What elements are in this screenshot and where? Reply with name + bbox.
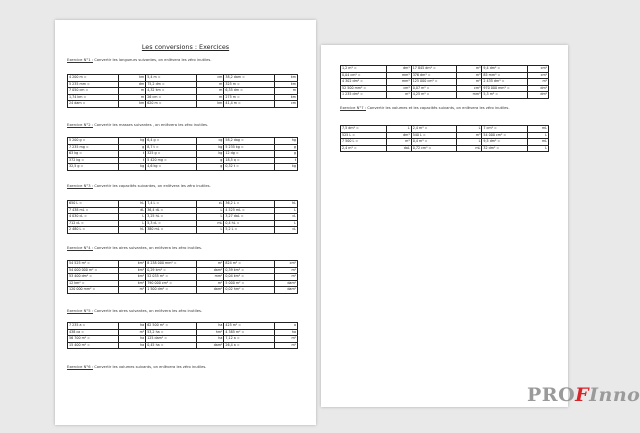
quantity-cell: 15 400 m² = [68, 342, 119, 349]
quantity-cell: 6,35 dm = [224, 88, 275, 95]
unit-cell: m² [118, 287, 146, 294]
unit-cell: m [274, 88, 297, 95]
unit-cell: mL [457, 145, 482, 152]
table-row [68, 207, 298, 214]
unit-cell: dm [118, 81, 146, 88]
table-row [68, 336, 298, 343]
unit-cell: m² [274, 342, 297, 349]
quantity-cell: 2,4 m³ = [411, 126, 457, 133]
quantity-cell: 56 700 m² = [68, 336, 119, 343]
quantity-cell: 26 cm = [146, 94, 197, 101]
exercise-heading [67, 246, 306, 250]
quantity-cell: 120 000 mm² = [68, 287, 119, 294]
brand-logo-prefix: PRO [527, 384, 576, 406]
conversion-table [67, 137, 298, 171]
unit-cell: m² [118, 329, 146, 336]
table-row [68, 164, 298, 171]
quantity-cell: 8,7 t = [146, 144, 197, 151]
quantity-cell: 325 m = [224, 81, 275, 88]
quantity-cell: 7,5 dm³ = [341, 126, 387, 133]
worksheet-page-right [321, 45, 568, 407]
unit-cell: mL [528, 139, 549, 146]
quantity-cell: 5,2 L = [224, 227, 275, 234]
exercise-instruction: Convertir les longueurs suivantes, on enlèvera les zéro inutiles. [94, 58, 212, 62]
exercise-heading [67, 58, 306, 62]
quantity-cell: 824 m² = [224, 261, 275, 268]
quantity-cell: 38,2 dam = [224, 75, 275, 82]
quantity-cell: 54 000 000 m² = [68, 267, 119, 274]
quantity-cell: 5 200 g = [68, 138, 119, 145]
unit-cell: km [196, 101, 224, 108]
unit-cell: ha [118, 342, 146, 349]
unit-cell: m³ [386, 92, 411, 99]
unit-cell: cL [274, 214, 297, 221]
unit-cell: dm³ [528, 85, 549, 92]
quantity-cell: 63 kg = [68, 151, 119, 158]
table-row [341, 139, 549, 146]
unit-cell: m² [196, 261, 224, 268]
quantity-cell: 5,3 m³ = [482, 92, 528, 99]
quantity-cell: 62 500 m² = [146, 323, 197, 330]
conversion-table [340, 65, 549, 99]
unit-cell: m² [274, 336, 297, 343]
quantity-cell: 0,45 ha = [146, 342, 197, 349]
quantity-cell: 32,5 g = [68, 164, 119, 171]
unit-cell: a [274, 323, 297, 330]
quantity-cell: 17 845 dm³ = [411, 66, 457, 73]
table-row [68, 144, 298, 151]
quantity-cell: 85 mm³ = [482, 72, 528, 79]
quantity-cell: 5 235 mm = [68, 81, 119, 88]
quantity-cell: 0,4 m³ = [411, 139, 457, 146]
exercise-heading [340, 106, 550, 110]
quantity-cell: 620 m = [146, 101, 197, 108]
unit-cell: hm² [196, 329, 224, 336]
unit-cell: ha [118, 323, 146, 330]
quantity-cell: 438 ca = [68, 329, 119, 336]
unit-cell: km [274, 81, 297, 88]
unit-cell: hL [118, 201, 146, 208]
quantity-cell: 0,32 t = [224, 164, 275, 171]
table-row [68, 287, 298, 294]
unit-cell: g [274, 144, 297, 151]
exercise-label: Exercice N°5 : [67, 309, 93, 313]
quantity-cell: 325 g = [146, 151, 197, 158]
unit-cell: g [118, 144, 146, 151]
quantity-cell: 54 000 cm³ = [482, 132, 528, 139]
unit-cell: cm³ [528, 66, 549, 73]
unit-cell: m [118, 88, 146, 95]
table-row [68, 214, 298, 221]
table-row [68, 280, 298, 287]
unit-cell: cm² [274, 261, 297, 268]
quantity-cell: 6,4 g = [146, 138, 197, 145]
table-row [341, 145, 549, 152]
quantity-cell: 7 050 cm = [68, 88, 119, 95]
brand-logo [527, 384, 640, 414]
unit-cell: t [118, 151, 146, 158]
unit-cell: mm² [196, 274, 224, 281]
unit-cell: dm³ [386, 66, 411, 73]
unit-cell: mm³ [457, 92, 482, 99]
quantity-cell: 9,5 dm³ = [482, 139, 528, 146]
quantity-cell: 52 035 m² = [146, 274, 197, 281]
unit-cell: km² [118, 267, 146, 274]
unit-cell: m² [196, 280, 224, 287]
quantity-cell: 4 385 m² = [224, 329, 275, 336]
quantity-cell: 0,04 km² = [224, 274, 275, 281]
table-row [341, 92, 549, 99]
conversion-table [67, 260, 298, 294]
quantity-cell: 75,2 dm = [146, 81, 197, 88]
unit-cell: ha [118, 336, 146, 343]
quantity-cell: 9,4 dm³ = [482, 66, 528, 73]
exercise-label: Exercice N°6 : [67, 365, 93, 369]
brand-logo-suffix: Inno [589, 384, 640, 406]
quantity-cell: 525 L = [341, 132, 387, 139]
exercise-heading [67, 184, 306, 188]
exercise-label: Exercice N°3 : [67, 184, 93, 188]
unit-cell: cm [274, 101, 297, 108]
unit-cell: g [196, 157, 224, 164]
quantity-cell: 790 000 cm² = [146, 280, 197, 287]
exercise-heading [67, 123, 306, 127]
unit-cell: L [118, 214, 146, 221]
unit-cell: m² [274, 267, 297, 274]
unit-cell: km [118, 75, 146, 82]
quantity-cell: 4,6 kg = [146, 164, 197, 171]
table-row [341, 132, 549, 139]
unit-cell: mm³ [386, 72, 411, 79]
quantity-cell: 41,4 m = [224, 101, 275, 108]
quantity-cell: 1,74 km = [68, 94, 119, 101]
quantity-cell: 7 235 mg = [68, 144, 119, 151]
quantity-cell: 4 030 cL = [68, 214, 119, 221]
unit-cell: dm³ [386, 132, 411, 139]
quantity-cell: 7 500 L = [341, 139, 387, 146]
conversion-table [67, 322, 298, 349]
quantity-cell: 0,02 hm² = [224, 287, 275, 294]
quantity-cell: 372 kg = [68, 157, 119, 164]
unit-cell: L [196, 207, 224, 214]
table-row [68, 201, 298, 208]
unit-cell: cL [196, 201, 224, 208]
unit-cell: m [118, 94, 146, 101]
worksheet-page-left [55, 20, 316, 425]
unit-cell: L [386, 126, 411, 133]
unit-cell: mL [528, 126, 549, 133]
quantity-cell: 12 dg = [224, 151, 275, 158]
unit-cell: m [196, 88, 224, 95]
quantity-cell: 970 000 mm³ = [482, 85, 528, 92]
unit-cell: cg [196, 138, 224, 145]
unit-cell: kg [274, 164, 297, 171]
unit-cell: m [196, 81, 224, 88]
unit-cell: dm³ [528, 92, 549, 99]
quantity-cell: 0,04 cm³ = [341, 72, 387, 79]
exercise-instruction: Convertir les capacités suivantes, on enlèvera les zéro inutiles. [94, 184, 211, 188]
unit-cell: dam² [196, 267, 224, 274]
unit-cell: L [528, 132, 549, 139]
unit-cell: m³ [457, 72, 482, 79]
unit-cell: L [274, 207, 297, 214]
quantity-cell: 53 400 dm² = [68, 274, 119, 281]
table-row [68, 101, 298, 108]
conversion-table [340, 125, 549, 152]
unit-cell: cL [274, 227, 297, 234]
quantity-cell: 4 302 dm³ = [341, 79, 387, 86]
quantity-cell: 54 525 m² = [68, 261, 119, 268]
table-row [341, 85, 549, 92]
exercise-label: Exercice N°4 : [67, 246, 93, 250]
exercise-instruction: Convertir les volumes suivants, on enlèvera les zéro inutiles. [94, 365, 207, 369]
quantity-cell: 425 m² = [224, 323, 275, 330]
quantity-cell: 3,25 hL = [146, 214, 197, 221]
unit-cell: m³ [457, 132, 482, 139]
exercise-instruction: Convertir les masses suivantes , on enlèvera les zéro inutiles. [94, 123, 209, 127]
unit-cell: cm³ [386, 85, 411, 92]
quantity-cell: 0,72 cm³ = [411, 145, 457, 152]
table-row [68, 138, 298, 145]
unit-cell: hg [274, 138, 297, 145]
unit-cell: daL [386, 145, 411, 152]
quantity-cell: 1 235 dm³ = [341, 92, 387, 99]
unit-cell: dam² [196, 342, 224, 349]
quantity-cell: 53,2 ha = [146, 329, 197, 336]
unit-cell: mm³ [386, 79, 411, 86]
table-row [68, 88, 298, 95]
page-title: Les conversions : Exercices [141, 43, 230, 51]
unit-cell: dam² [196, 287, 224, 294]
unit-cell: L [196, 227, 224, 234]
exercise-label: Exercice N°1 : [67, 58, 93, 62]
unit-cell: L [196, 214, 224, 221]
quantity-cell: 24 dam = [68, 101, 119, 108]
quantity-cell: 36,4 dL = [146, 207, 197, 214]
unit-cell: m [196, 94, 224, 101]
unit-cell: dam² [274, 287, 297, 294]
table-row [68, 274, 298, 281]
unit-cell: km² [118, 261, 146, 268]
unit-cell: km [274, 94, 297, 101]
quantity-cell: 5 235 kg = [224, 144, 275, 151]
unit-cell: kg [196, 151, 224, 158]
unit-cell: cm³ [457, 85, 482, 92]
quantity-cell: 0,39 km² = [224, 267, 275, 274]
quantity-cell: 7 235 a = [68, 323, 119, 330]
quantity-cell: 18,5 q = [224, 157, 275, 164]
conversion-table [67, 74, 298, 108]
unit-cell: g [274, 151, 297, 158]
table-row [68, 94, 298, 101]
unit-cell: L [457, 139, 482, 146]
quantity-cell: 7 cm³ = [482, 126, 528, 133]
unit-cell: mL [196, 220, 224, 227]
quantity-cell: 540 L = [411, 132, 457, 139]
table-row [341, 72, 549, 79]
unit-cell: L [528, 145, 549, 152]
table-row [68, 75, 298, 82]
quantity-cell: 2,4 m³ = [341, 145, 387, 152]
unit-cell: cm³ [528, 72, 549, 79]
quantity-cell: 7,4 L = [146, 201, 197, 208]
table-row [68, 151, 298, 158]
quantity-cell: 58,2 dag = [224, 138, 275, 145]
unit-cell: ha [196, 323, 224, 330]
quantity-cell: 1 500 dm² = [146, 287, 197, 294]
table-row [68, 157, 298, 164]
table-row [68, 267, 298, 274]
unit-cell: hL [274, 201, 297, 208]
table-row [341, 126, 549, 133]
quantity-cell: 2 480 L = [68, 227, 119, 234]
unit-cell: cm [196, 75, 224, 82]
table-row [68, 81, 298, 88]
conversion-table [67, 200, 298, 234]
quantity-cell: 712 cL = [68, 220, 119, 227]
unit-cell: m³ [528, 79, 549, 86]
exercise-heading [67, 309, 306, 313]
quantity-cell: 4,32 km = [146, 88, 197, 95]
table-row [68, 329, 298, 336]
exercise-label: Exercice N°7 : [340, 106, 366, 110]
unit-cell: kg [118, 138, 146, 145]
quantity-cell: 376 dm³ = [411, 72, 457, 79]
quantity-cell: 650 L = [68, 201, 119, 208]
unit-cell: t [118, 157, 146, 164]
table-row [341, 79, 549, 86]
unit-cell: dam² [274, 280, 297, 287]
quantity-cell: 3,27 daL = [224, 214, 275, 221]
unit-cell: m³ [457, 79, 482, 86]
quantity-cell: 5 000 m² = [224, 280, 275, 287]
table-row [341, 66, 549, 73]
brand-logo-f: F [575, 384, 590, 406]
quantity-cell: 1,2 m³ = [341, 66, 387, 73]
quantity-cell: 4,25 m³ = [411, 92, 457, 99]
unit-cell: m² [274, 274, 297, 281]
exercise-instruction: Convertir les volumes et les capacités suivants, on enlèvera les zéro inutiles. [367, 106, 510, 110]
unit-cell: L [457, 126, 482, 133]
quantity-cell: 12 km² = [68, 280, 119, 287]
quantity-cell: 8 238 000 mm² = [146, 261, 197, 268]
unit-cell: L [118, 220, 146, 227]
unit-cell: dL [118, 207, 146, 214]
unit-cell: km² [118, 274, 146, 281]
unit-cell: t [274, 157, 297, 164]
table-row [68, 342, 298, 349]
quantity-cell: 125 dam² = [146, 336, 197, 343]
quantity-cell: 32 dm³ = [482, 145, 528, 152]
quantity-cell: 36,2 L = [224, 201, 275, 208]
unit-cell: g [196, 164, 224, 171]
unit-cell: L [274, 220, 297, 227]
quantity-cell: 125 000 cm³ = [411, 79, 457, 86]
quantity-cell: 52 500 mm³ = [341, 85, 387, 92]
quantity-cell: 0,29 km² = [146, 267, 197, 274]
quantity-cell: 4 200 m = [68, 75, 119, 82]
unit-cell: km² [118, 280, 146, 287]
exercise-instruction: Convertir les aires suivantes, on enlèvera les zéro inutiles. [94, 246, 203, 250]
table-row [68, 323, 298, 330]
unit-cell: kg [118, 164, 146, 171]
table-row [68, 220, 298, 227]
unit-cell: km [118, 101, 146, 108]
unit-cell: m³ [386, 139, 411, 146]
quantity-cell: 275 m = [224, 94, 275, 101]
quantity-cell: 0,4 hL = [224, 220, 275, 227]
unit-cell: kg [196, 144, 224, 151]
quantity-cell: 2 435 dm³ = [482, 79, 528, 86]
table-row [68, 261, 298, 268]
unit-cell: hL [118, 227, 146, 234]
quantity-cell: 7 438 mL = [68, 207, 119, 214]
quantity-cell: 5,4 m = [146, 75, 197, 82]
unit-cell: ha [196, 336, 224, 343]
quantity-cell: 5 420 mg = [146, 157, 197, 164]
unit-cell: ha [274, 329, 297, 336]
quantity-cell: 380 mL = [146, 227, 197, 234]
quantity-cell: 26,4 a = [224, 342, 275, 349]
exercise-instruction: Convertir les aires suivantes, on enlèvera les zéro inutiles. [94, 309, 203, 313]
quantity-cell: 4 525 mL = [224, 207, 275, 214]
quantity-cell: 5,3 cL = [146, 220, 197, 227]
quantity-cell: 0,07 m³ = [411, 85, 457, 92]
exercise-label: Exercice N°2 : [67, 123, 93, 127]
unit-cell: m³ [457, 66, 482, 73]
quantity-cell: 7,12 a = [224, 336, 275, 343]
unit-cell: km [274, 75, 297, 82]
table-row [68, 227, 298, 234]
exercise-heading [67, 365, 306, 369]
